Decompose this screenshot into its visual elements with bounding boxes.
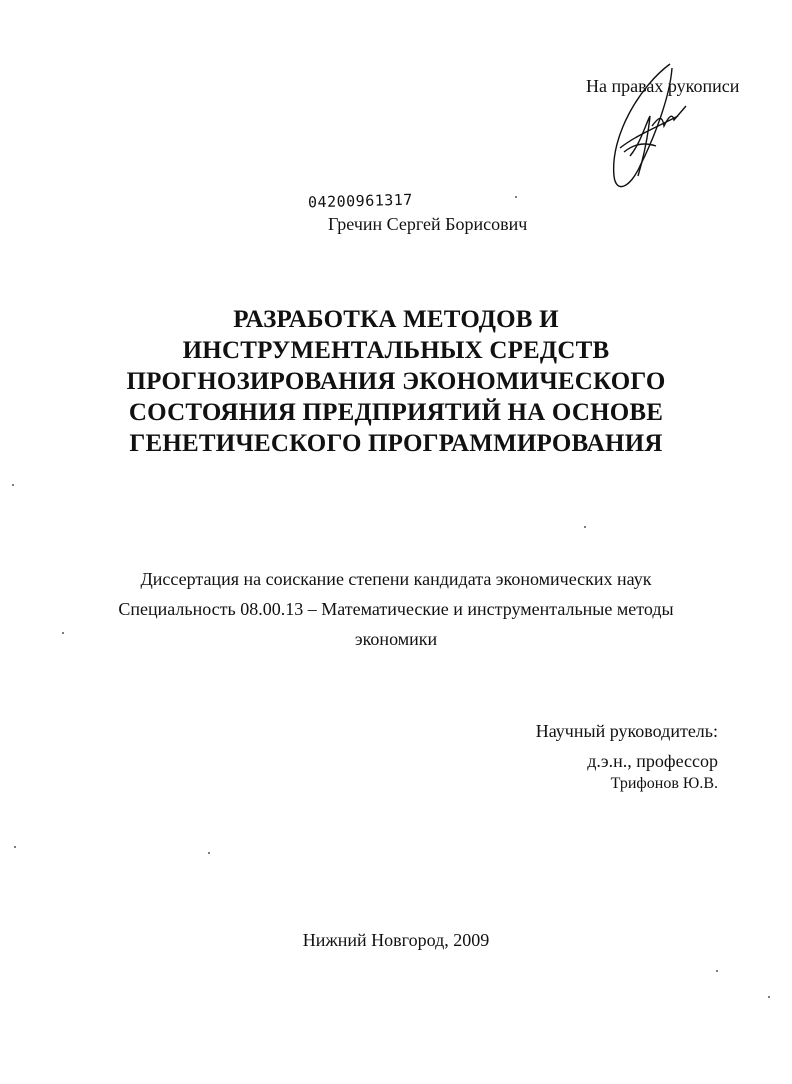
author-name: Гречин Сергей Борисович bbox=[328, 214, 528, 234]
rights-note: На правах рукописи bbox=[586, 76, 740, 96]
degree-info bbox=[0, 564, 792, 654]
scan-speck bbox=[208, 852, 210, 854]
title-line: СОСТОЯНИЯ ПРЕДПРИЯТИЙ НА ОСНОВЕ bbox=[128, 399, 664, 426]
title-line: ИНСТРУМЕНТАЛЬНЫХ СРЕДСТВ bbox=[182, 337, 610, 364]
title-line: ПРОГНОЗИРОВАНИЯ ЭКОНОМИЧЕСКОГО bbox=[126, 368, 666, 395]
advisor-label: Научный руководитель: bbox=[535, 721, 718, 741]
title-line: ГЕНЕТИЧЕСКОГО ПРОГРАММИРОВАНИЯ bbox=[129, 430, 663, 457]
title-line: РАЗРАБОТКА МЕТОДОВ И bbox=[233, 306, 559, 333]
dissertation-title bbox=[0, 304, 792, 459]
advisor-name: Трифонов Ю.В. bbox=[610, 775, 718, 792]
scan-speck bbox=[584, 526, 586, 528]
degree-line: Диссертация на соискание степени кандидата экономических наук bbox=[140, 569, 652, 589]
scan-speck bbox=[62, 632, 64, 634]
scan-speck bbox=[14, 846, 16, 848]
scan-speck bbox=[768, 996, 770, 998]
city-year: Нижний Новгород, 2009 bbox=[302, 930, 490, 950]
specialty-line-continued: экономики bbox=[354, 629, 438, 649]
advisor-block bbox=[536, 720, 718, 794]
scan-speck bbox=[716, 970, 718, 972]
scan-speck bbox=[515, 196, 517, 198]
specialty-line: Специальность 08.00.13 – Математические и инструментальные методы bbox=[118, 599, 674, 619]
scan-speck bbox=[12, 484, 14, 486]
advisor-credentials: д.э.н., профессор bbox=[587, 751, 718, 771]
signature-icon bbox=[600, 56, 700, 196]
registry-code: 04200961317 bbox=[307, 190, 414, 212]
